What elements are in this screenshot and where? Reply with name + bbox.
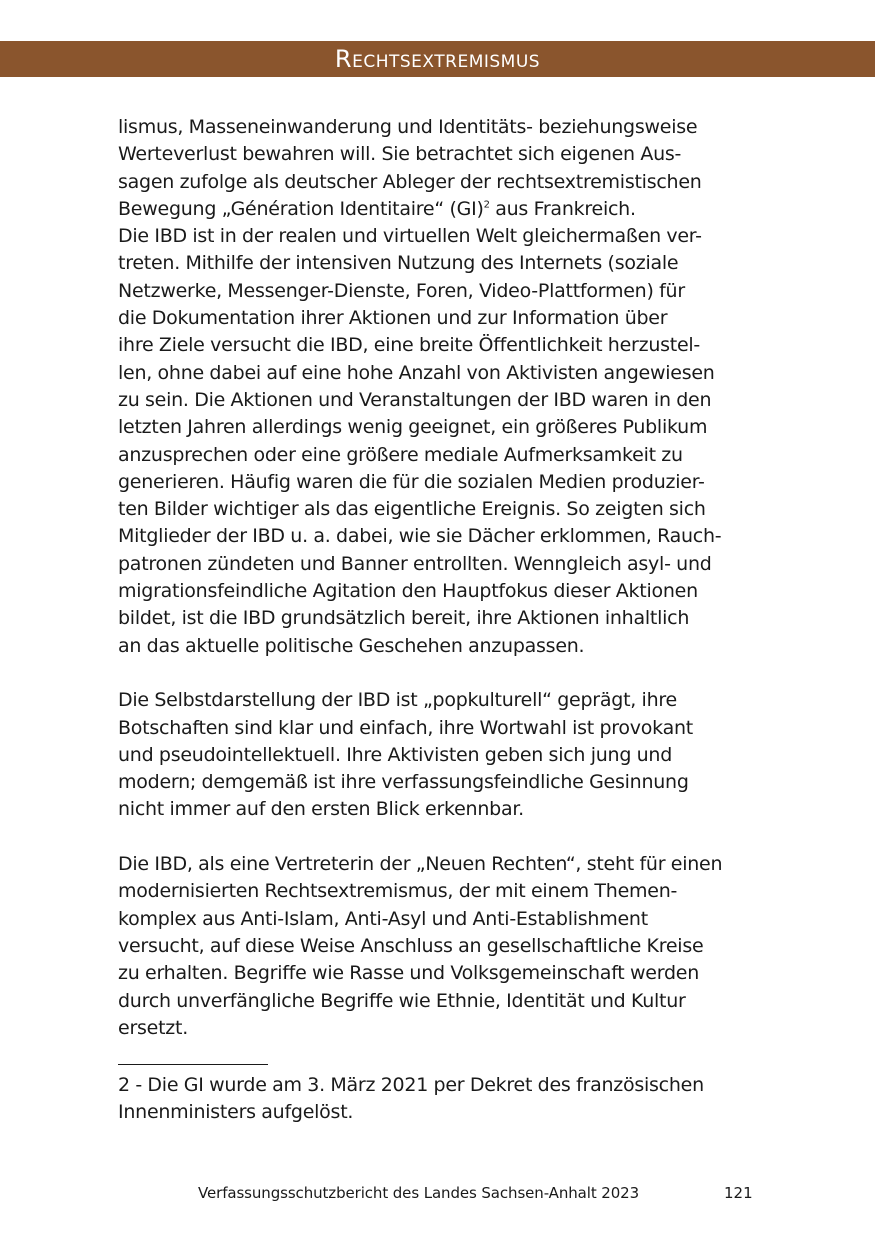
text-line: Werteverlust bewahren will. Sie betrachtet sich eigenen Aus-: [118, 143, 682, 166]
text-line: an das aktuelle politische Geschehen anzupassen.: [118, 634, 585, 657]
text-line: nicht immer auf den ersten Blick erkennbar.: [118, 798, 524, 821]
text-line: anzusprechen oder eine größere mediale Aufmerksamkeit zu: [118, 443, 683, 466]
text-line: komplex aus Anti-Islam, Anti-Asyl und Anti-Establishment: [118, 907, 648, 930]
text-line: zu sein. Die Aktionen und Veranstaltungen der IBD waren in den: [118, 388, 712, 411]
text-line: versucht, auf diese Weise Anschluss an gesellschaftliche Kreise: [118, 934, 704, 957]
text-line: durch unverfängliche Begriffe wie Ethnie, Identität und Kultur: [118, 989, 686, 1012]
paragraph-spacer: [118, 824, 760, 851]
text-line: ten Bilder wichtiger als das eigentliche Ereignis. So zeigten sich: [118, 498, 706, 521]
text-line: Die IBD, als eine Vertreterin der „Neuen Rechten“, steht für einen: [118, 853, 723, 876]
text-line: Botschaften sind klar und einfach, ihre Wortwahl ist provokant: [118, 716, 693, 739]
footnote-line: 2 - Die GI wurde am 3. März 2021 per Dekret des französischen: [118, 1074, 704, 1096]
text-line: [118, 196, 760, 223]
paragraph-3: [118, 851, 760, 1042]
footnote-divider: [118, 1064, 268, 1065]
text-line: Netzwerke, Messenger-Dienste, Foren, Video-Plattformen) für: [118, 279, 685, 302]
footnote-reference[interactable]: 2: [483, 199, 490, 211]
text-line: generieren. Häufig waren die für die sozialen Medien produzier-: [118, 470, 705, 493]
section-title: Rechtsextremismus: [334, 45, 541, 73]
page-number: 121: [724, 1184, 753, 1202]
paragraph-spacer: [118, 660, 760, 687]
text-line: Die IBD ist in der realen und virtuellen Welt gleichermaßen ver-: [118, 225, 702, 248]
text-line: Die Selbstdarstellung der IBD ist „popkulturell“ geprägt, ihre: [118, 689, 677, 712]
section-header-band: [0, 41, 875, 77]
text-line: lismus, Masseneinwanderung und Identitäts- beziehungsweise: [118, 116, 698, 138]
text-line: treten. Mithilfe der intensiven Nutzung des Internets (soziale: [118, 252, 679, 275]
text-segment: Bewegung „Génération Identitaire“ (GI): [118, 197, 484, 220]
text-segment: aus Frankreich.: [495, 197, 636, 220]
footnote-line: Innenministers aufgelöst.: [118, 1101, 354, 1124]
text-line: ersetzt.: [118, 1016, 189, 1039]
text-line: letzten Jahren allerdings wenig geeignet, ein größeres Publikum: [118, 416, 708, 439]
text-line: bildet, ist die IBD grundsätzlich bereit, ihre Aktionen inhaltlich: [118, 607, 690, 630]
text-line: zu erhalten. Begriffe wie Rasse und Volksgemeinschaft werden: [118, 962, 699, 985]
publication-title: Verfassungsschutzbericht des Landes Sachsen-Anhalt 2023: [198, 1184, 640, 1202]
text-line: modernisierten Rechtsextremismus, der mit einem Themen-: [118, 880, 678, 903]
paragraph-1: [118, 114, 760, 660]
text-line: modern; demgemäß ist ihre verfassungsfeindliche Gesinnung: [118, 771, 689, 794]
text-line: sagen zufolge als deutscher Ableger der rechtsextremistischen: [118, 170, 702, 193]
text-line: len, ohne dabei auf eine hohe Anzahl von Aktivisten angewiesen: [118, 361, 715, 384]
text-line: ihre Ziele versucht die IBD, eine breite Öffentlichkeit herzustel-: [118, 334, 701, 357]
body-text: [118, 114, 760, 1042]
text-line: Mitglieder der IBD u. a. dabei, wie sie Dächer erklommen, Rauch-: [118, 525, 722, 548]
text-line: die Dokumentation ihrer Aktionen und zur Information über: [118, 307, 668, 330]
paragraph-2: [118, 687, 760, 823]
text-line: patronen zündeten und Banner entrollten. Wenngleich asyl- und: [118, 552, 712, 575]
text-line: und pseudointellektuell. Ihre Aktivisten geben sich jung und: [118, 743, 673, 766]
footnote: [118, 1072, 760, 1127]
text-line: migrationsfeindliche Agitation den Hauptfokus dieser Aktionen: [118, 580, 698, 603]
